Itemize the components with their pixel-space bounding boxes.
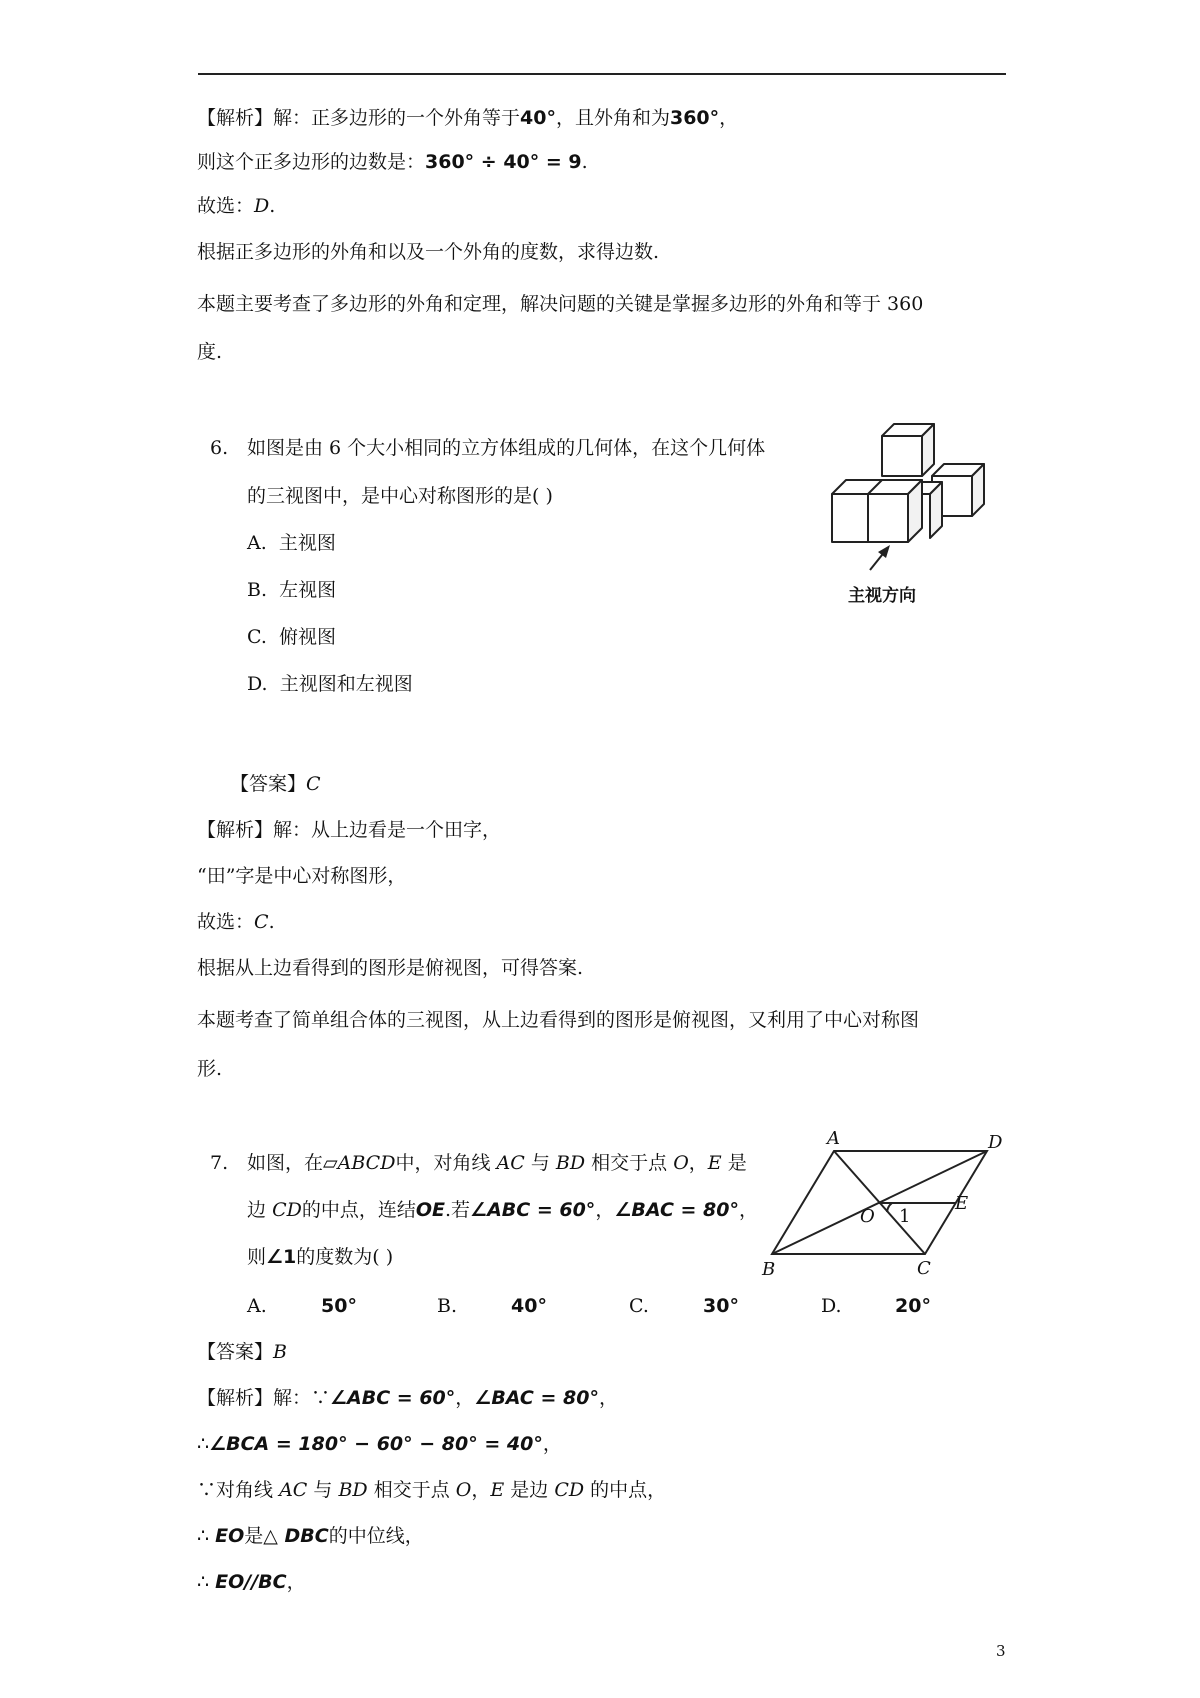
view-direction-label: 主视方向: [848, 586, 916, 605]
label-a: A: [827, 1130, 840, 1149]
q5-analysis-line2: 则这个正多边形的边数是：360° ÷ 40° = 9.: [197, 151, 588, 173]
q5-analysis-line6: 度.: [197, 341, 223, 363]
q6-option-d[interactable]: D. 主视图和左视图: [247, 673, 413, 695]
q7-option-d[interactable]: D. 20°: [821, 1295, 931, 1317]
label-d: D: [988, 1132, 1003, 1153]
q6-stem-line2: 的三视图中，是中心对称图形的是( ): [247, 485, 553, 507]
angle-1-arc: [887, 1203, 892, 1212]
q6-analysis-line3: 故选：C.: [197, 911, 275, 933]
q6-option-a[interactable]: A. 主视图: [247, 532, 336, 554]
q6-option-c[interactable]: C. 俯视图: [247, 626, 337, 648]
q7-solution-line1: 【解析】解：∵∠ABC = 60°，∠BAC = 80°，: [197, 1387, 618, 1409]
q7-number: 7.: [210, 1152, 229, 1174]
q6-analysis-line6: 形.: [197, 1058, 223, 1080]
q6-number: 6.: [210, 437, 229, 459]
q7-stem-line3: 则∠1的度数为( ): [247, 1246, 394, 1268]
view-arrow-head: [878, 545, 890, 558]
q7-option-c[interactable]: C. 30°: [629, 1295, 739, 1317]
q7-stem-line1: 如图，在▱ABCD中，对角线 AC 与 BD 相交于点 O，E 是: [247, 1152, 747, 1174]
q6-answer: 【答案】C: [230, 773, 321, 795]
parallelogram-figure: [752, 1130, 1012, 1280]
q7-solution-line5: ∴ EO//BC，: [197, 1571, 306, 1593]
q7-option-a[interactable]: A. 50°: [247, 1295, 357, 1317]
label-angle-1: 1: [899, 1206, 911, 1227]
label-b: B: [762, 1259, 776, 1280]
cubes-figure: [820, 418, 1010, 613]
q6-stem-line1: 如图是由 6 个大小相同的立方体组成的几何体，在这个几何体: [247, 437, 766, 459]
label-c: C: [917, 1258, 931, 1279]
q6-analysis-line5: 本题考查了简单组合体的三视图，从上边看得到的图形是俯视图，又利用了中心对称图: [197, 1009, 920, 1031]
cube-top-front: [882, 436, 922, 476]
page-number: 3: [996, 1642, 1006, 1660]
q5-analysis-line1: 【解析】解：正多边形的一个外角等于40°，且外角和为360°，: [197, 107, 739, 129]
q6-analysis-line1: 【解析】解：从上边看是一个田字，: [197, 819, 502, 841]
q7-solution-line4: ∴ EO是△ DBC的中位线，: [197, 1525, 424, 1547]
q5-analysis-line3: 故选：D.: [197, 195, 276, 217]
q5-analysis-line5: 本题主要考查了多边形的外角和定理，解决问题的关键是掌握多边形的外角和等于 360: [197, 293, 924, 315]
q7-solution-line3: ∵对角线 AC 与 BD 相交于点 O，E 是边 CD 的中点，: [197, 1479, 667, 1501]
q5-analysis-line4: 根据正多边形的外角和以及一个外角的度数，求得边数.: [197, 241, 660, 263]
q7-answer: 【答案】B: [197, 1341, 287, 1363]
q7-solution-line2: ∴∠BCA = 180° − 60° − 80° = 40°，: [197, 1433, 562, 1455]
header-rule: [198, 73, 1006, 75]
cube-front-front: [868, 494, 908, 542]
q7-stem-line2: 边 CD的中点，连结OE.若∠ABC = 60°，∠BAC = 80°，: [247, 1199, 759, 1221]
cube-left-front: [832, 494, 872, 542]
q6-option-b[interactable]: B. 左视图: [247, 579, 337, 601]
q7-option-b[interactable]: B. 40°: [437, 1295, 547, 1317]
q6-analysis-line4: 根据从上边看得到的图形是俯视图，可得答案.: [197, 957, 584, 979]
label-e: E: [955, 1193, 969, 1214]
q6-analysis-line2: “田”字是中心对称图形，: [197, 865, 407, 887]
label-o: O: [860, 1206, 875, 1227]
